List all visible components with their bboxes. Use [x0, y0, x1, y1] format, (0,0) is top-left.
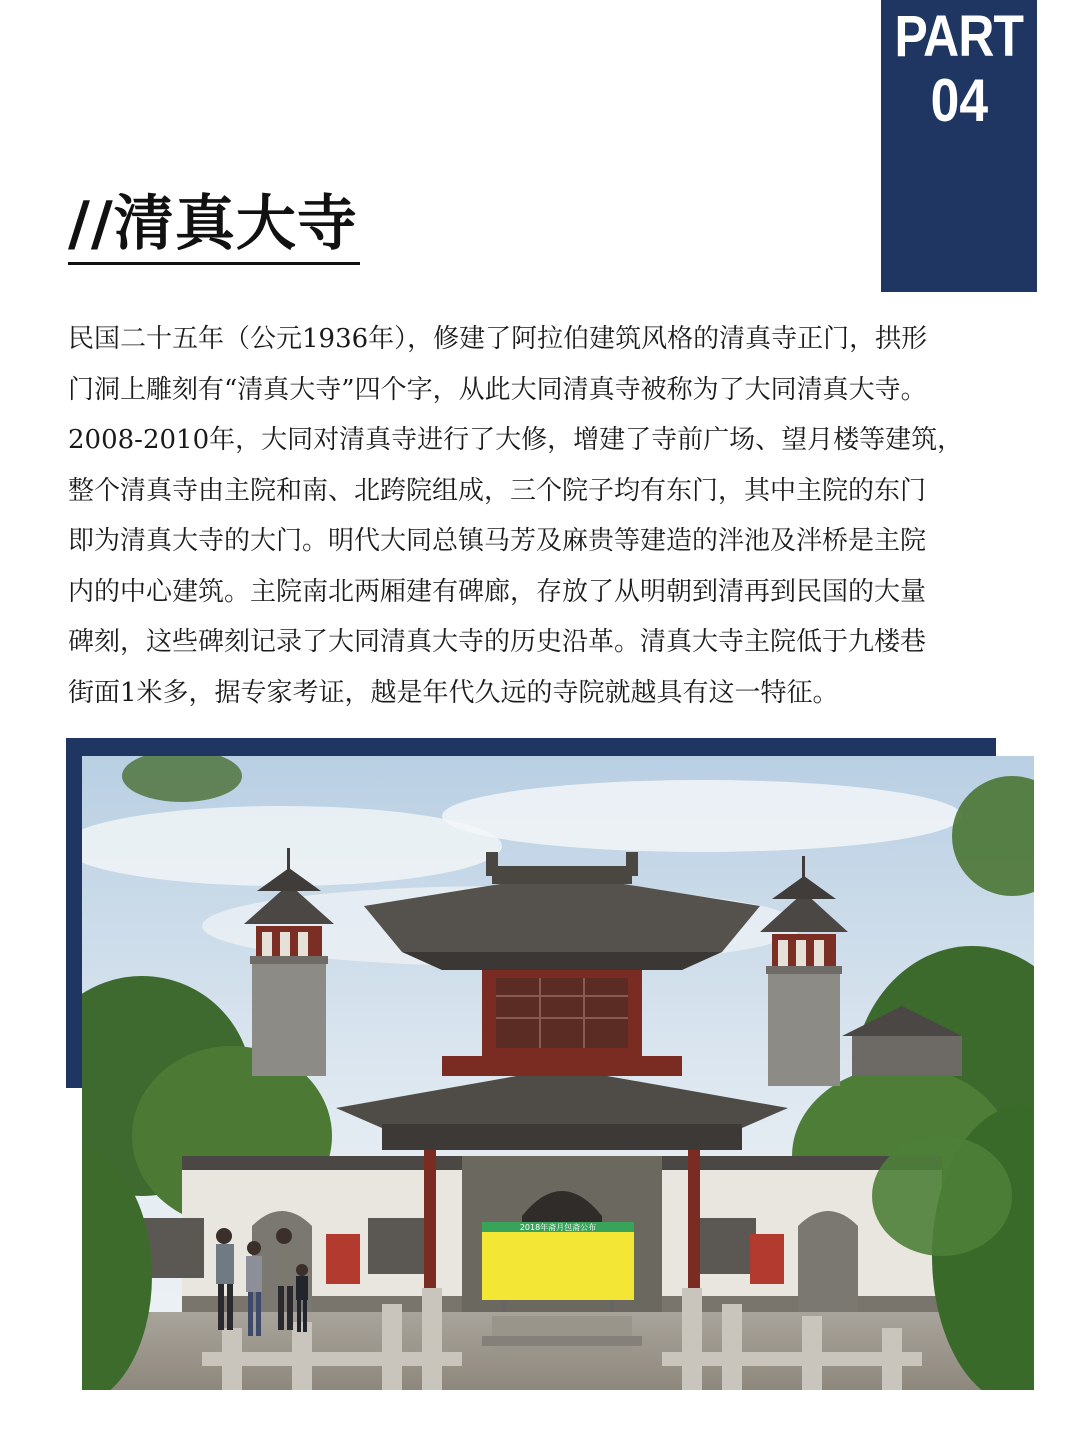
- part-label: PART: [894, 4, 1024, 69]
- body-line: 即为清真大寺的大门。明代大同总镇马芳及麻贵等建造的泮池及泮桥是主院: [68, 526, 927, 556]
- body-line: 街面1米多，据专家考证，越是年代久远的寺院就越具有这一特征。: [68, 677, 839, 708]
- body-line: 民国二十五年（公元1936年），修建了阿拉伯建筑风格的清真寺正门，拱形: [68, 324, 928, 354]
- body-line: 碑刻，这些碑刻记录了大同清真大寺的历史沿革。清真大寺主院低于九楼巷: [68, 627, 927, 657]
- photo-frame-top-bar: [66, 738, 996, 756]
- photo-frame-left-bar: [66, 738, 82, 1088]
- body-line: 2008-2010年，大同对清真寺进行了大修，增建了寺前广场、望月楼等建筑，: [68, 425, 964, 455]
- body-line: 门洞上雕刻有“清真大寺”四个字，从此大同清真寺被称为了大同清真大寺。: [68, 374, 927, 405]
- notice-board-text: 2018年斋月包斋公布: [519, 1223, 597, 1232]
- section-title: //清真大寺: [68, 186, 360, 265]
- body-line: 内的中心建筑。主院南北两厢建有碑廊，存放了从明朝到清再到民国的大量: [68, 576, 927, 607]
- body-line: 整个清真寺由主院和南、北跨院组成，三个院子均有东门，其中主院的东门: [68, 475, 927, 506]
- part-badge: [881, 0, 1037, 292]
- body-paragraph: [68, 314, 1036, 718]
- part-number: 04: [930, 67, 988, 134]
- mosque-photo: [82, 756, 1034, 1390]
